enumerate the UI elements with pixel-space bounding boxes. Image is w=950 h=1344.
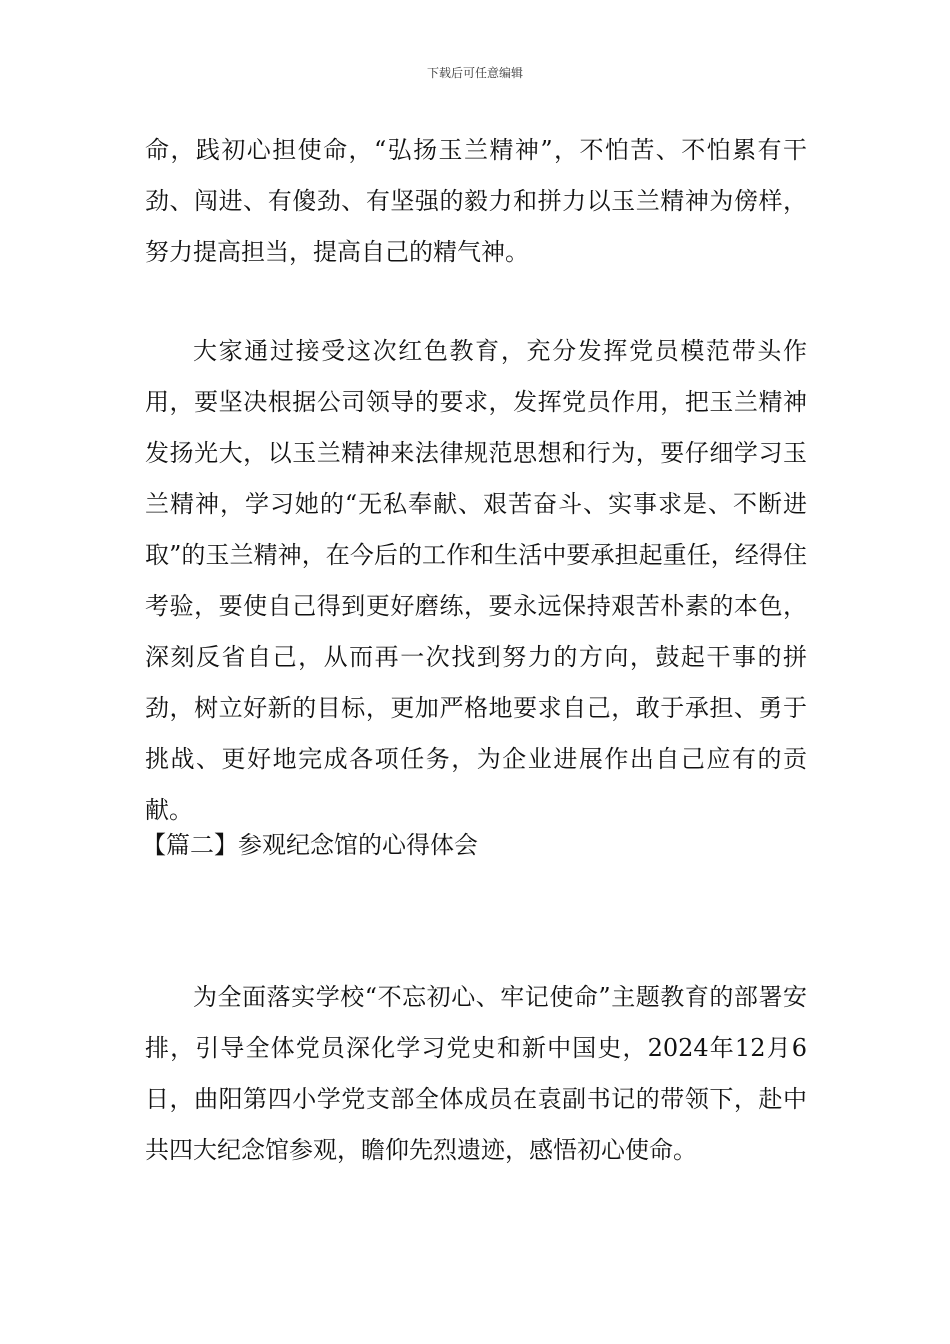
paragraph-memorial-visit: 为全面落实学校“不忘初心、牢记使命”主题教育的部署安排，引导全体党员深化学习党史和新中国史，2024年12月6日，曲阳第四小学党支部全体成员在袁副书记的带领下，赴中共四大纪念馆参观，瞻仰先烈遗迹，感悟初心使命。 xyxy=(145,983,807,1164)
page-header-note: 下载后可任意编辑 xyxy=(426,66,523,80)
section-heading: 【篇二】参观纪念馆的心得体会 xyxy=(142,831,478,859)
paragraph-red-education: 大家通过接受这次红色教育，充分发挥党员模范带头作用，要坚决根据公司领导的要求，发挥党员作用，把玉兰精神发扬光大，以玉兰精神来法律规范思想和行为，要仔细学习玉兰精神，学习她的“无私奉献、艰苦奋斗、实事求是、不断进取”的玉兰精神，在今后的工作和生活中要承担起重任，经得住考验，要使自己得到更好磨练，要永远保持艰苦朴素的本色，深刻反省自己，从而再一次找到努力的方向，鼓起干事的拼劲，树立好新的目标，更加严格地要求自己，敢于承担、勇于挑战、更好地完成各项任务，为企业进展作出自己应有的贡献。 xyxy=(145,337,807,824)
paragraph-continuation: 命，践初心担使命，“弘扬玉兰精神”，不怕苦、不怕累有干劲、闯进、有傻劲、有坚强的毅力和拼力以玉兰精神为傍样，努力提高担当，提高自己的精气神。 xyxy=(145,136,807,266)
